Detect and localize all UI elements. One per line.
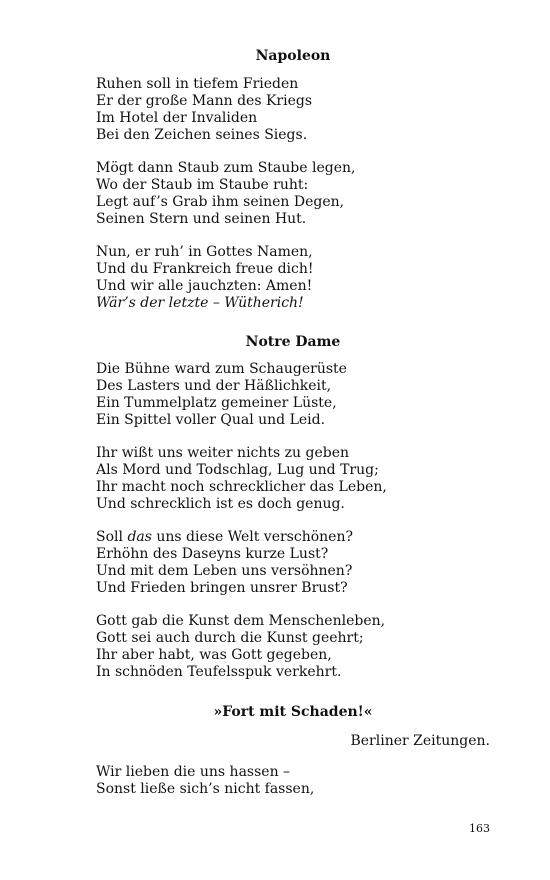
verse-line: Und Frieden bringen unsrer Brust? [96,580,348,596]
verse-line: Und schrecklich ist es doch genug. [96,496,345,512]
verse-line: Seinen Stern und seinen Hut. [96,211,307,227]
verse-line: Und du Frankreich freue dich! [96,261,314,277]
poem-title-napoleon: Napoleon [255,48,331,64]
verse-line: Erhöhn des Daseyns kurze Lust? [96,546,329,562]
verse-line: In schnöden Teufelsspuk verkehrt. [96,664,342,680]
verse-line: Als Mord und Todschlag, Lug und Trug; [96,462,379,478]
stanza [96,529,496,597]
verse-line: Ihr aber habt, was Gott gegeben, [96,647,332,663]
verse-line: Gott sei auch durch die Kunst geehrt; [96,630,364,646]
stanza [96,160,496,228]
verse-line: Wir lieben die uns hassen – [96,764,291,780]
verse-line: Ein Tummelplatz gemeiner Lüste, [96,395,337,411]
verse-text: uns diese Welt verschönen? [151,529,353,545]
stanza [96,76,496,144]
stanza [96,361,496,429]
verse-line: Ihr wißt uns weiter nichts zu geben [96,445,350,461]
epigraph: Berliner Zeitungen. [350,733,490,749]
verse-line: Die Bühne ward zum Schaugerüste [96,361,347,377]
verse-line: Wo der Staub im Staube ruht: [96,177,309,193]
stanza [96,764,496,798]
page-number: 163 [469,822,490,835]
verse-line: Ein Spittel voller Qual und Leid. [96,412,326,428]
verse-line: Mögt dann Staub zum Staube legen, [96,160,356,176]
poem-title-notre-dame: Notre Dame [245,334,341,350]
verse-line: Bei den Zeichen seines Siegs. [96,127,308,143]
verse-line: Gott gab die Kunst dem Menschenleben, [96,613,386,629]
stanza [96,613,496,681]
verse-line: Und wir alle jauchzten: Amen! [96,278,313,294]
verse-line: Wär’s der letzte – Wütherich! [96,295,304,311]
poem-title-fort-mit-schaden: »Fort mit Schaden!« [213,704,373,720]
stanza [96,445,496,513]
verse-line: Ruhen soll in tiefem Frieden [96,76,299,92]
verse-line: Im Hotel der Invaliden [96,110,258,126]
verse-line: Sonst ließe sich’s nicht fassen, [96,781,315,797]
verse-line: Und mit dem Leben uns versöhnen? [96,563,353,579]
verse-text: Soll [96,529,128,545]
verse-line: Des Lasters und der Häßlichkeit, [96,378,332,394]
stanza [96,244,496,312]
verse-line: Ihr macht noch schrecklicher das Leben, [96,479,387,495]
verse-line: Er der große Mann des Kriegs [96,93,313,109]
verse-line: Legt auf’s Grab ihm seinen Degen, [96,194,345,210]
verse-line: Nun, er ruh’ in Gottes Namen, [96,244,313,260]
verse-line [96,529,496,546]
emphasis-text: das [127,529,152,545]
